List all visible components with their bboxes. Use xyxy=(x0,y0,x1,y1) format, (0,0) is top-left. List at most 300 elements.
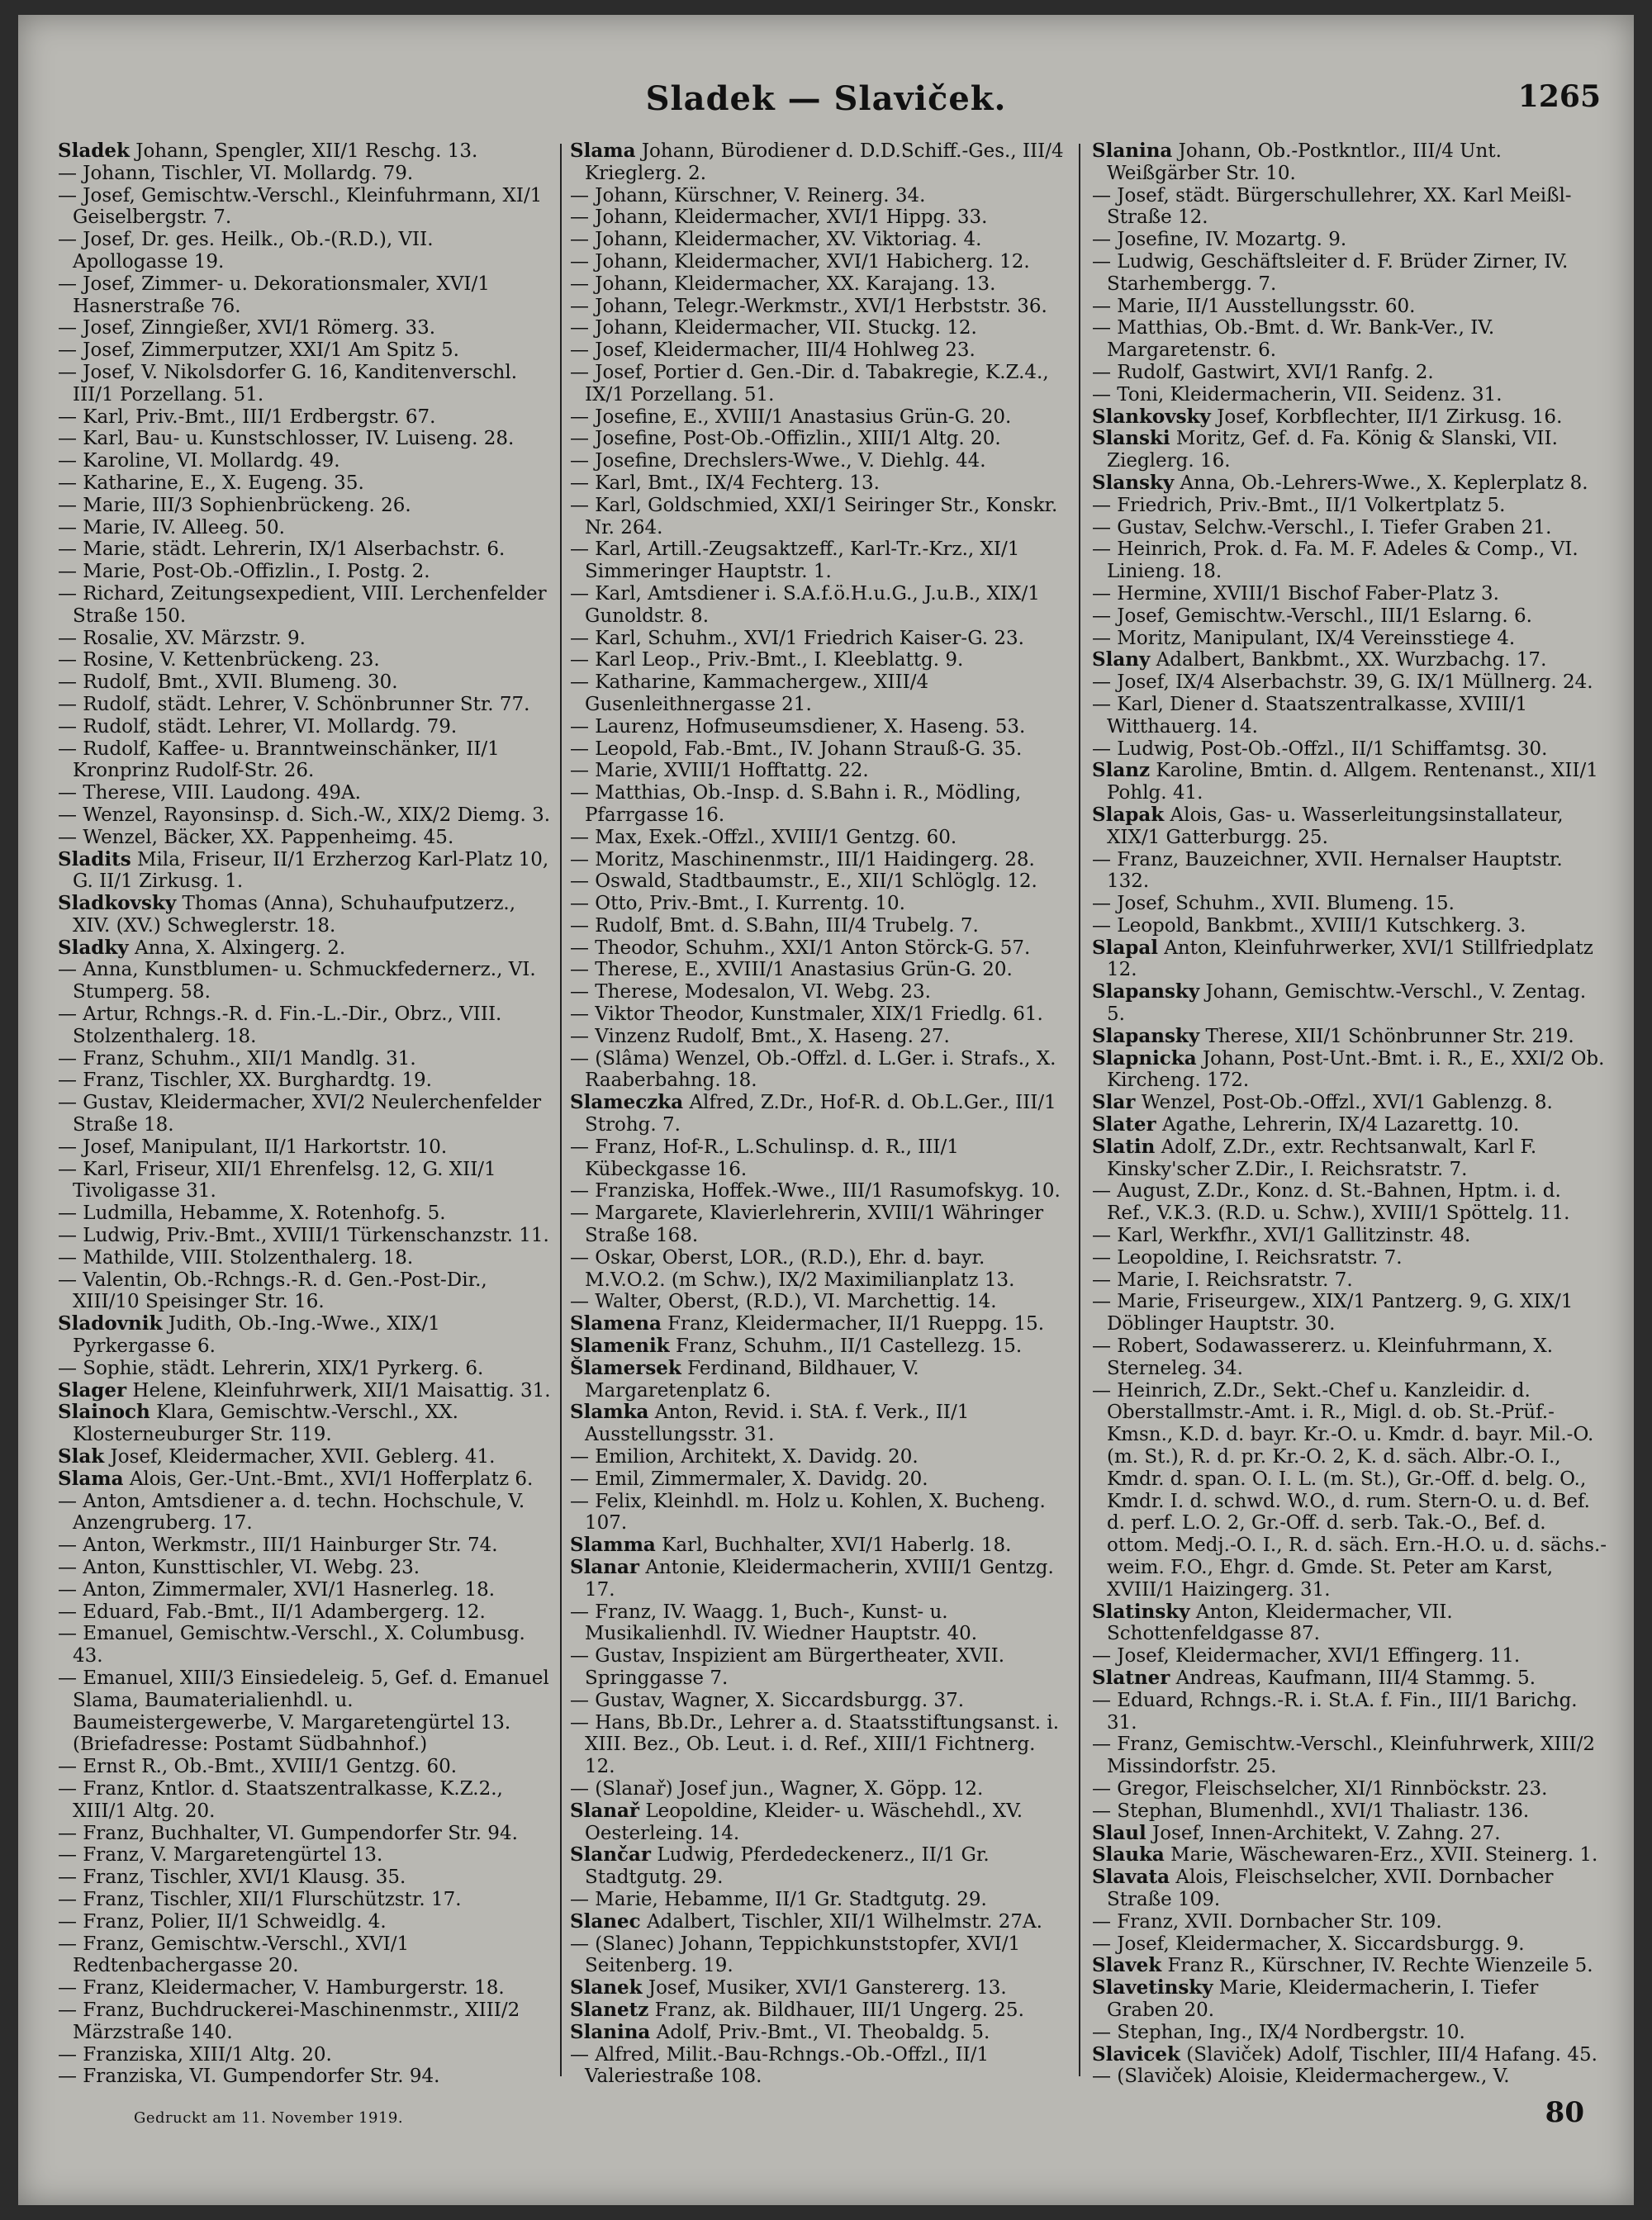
entry-details: — Franz, Tischler, XX. Burghardtg. 19. xyxy=(58,1070,432,1092)
page-title: Sladek — Slaviček. xyxy=(645,79,1007,118)
entry-surname: Slatin xyxy=(1092,1135,1156,1158)
directory-entry xyxy=(1092,538,1609,583)
directory-entry xyxy=(570,1092,1067,1136)
directory-entry xyxy=(58,140,552,163)
page-header xyxy=(18,79,1634,121)
directory-entry xyxy=(58,1003,552,1048)
directory-entry xyxy=(1092,2022,1609,2044)
directory-entry xyxy=(570,296,1067,318)
entry-details: Franz, Schuhm., II/1 Castellezg. 15. xyxy=(675,1335,1023,1358)
directory-entry xyxy=(570,185,1067,207)
entry-details: Adolf, Z.Dr., extr. Rechtsanwalt, Karl F. Kinsky'scher Z.Dir., I. Reichsratstr. 7. xyxy=(1107,1136,1537,1180)
entry-details: Franz, Kleidermacher, II/1 Rueppg. 15. xyxy=(667,1313,1045,1335)
directory-entry xyxy=(570,206,1067,229)
entry-details: — Josefine, Post-Ob.-Offizlin., XIII/1 Altg. 20. xyxy=(570,428,1001,450)
directory-entry xyxy=(570,1933,1067,1978)
directory-entry xyxy=(570,317,1067,339)
entry-surname: Slansky xyxy=(1092,471,1175,494)
entry-details: — Otto, Priv.-Bmt., I. Kurrentg. 10. xyxy=(570,893,905,915)
directory-entry xyxy=(58,1446,552,1468)
entry-surname: Slanz xyxy=(1092,759,1151,782)
entry-details: — Therese, Modesalon, VI. Webg. 23. xyxy=(570,981,931,1003)
entry-details: — Josef, Gemischtw.-Verschl., III/1 Eslarng. 6. xyxy=(1092,605,1532,627)
directory-entry xyxy=(570,738,1067,761)
directory-entry xyxy=(58,1225,552,1247)
entry-details: — Anton, Amtsdiener a. d. techn. Hochschule, V. Anzengruberg. 17. xyxy=(58,1490,525,1535)
entry-details xyxy=(570,2088,1027,2090)
entry-details: — Alfred, Milit.-Bau-Rchngs.-Ob.-Offzl., II/1 Valeriestraße 108. xyxy=(570,2043,990,2088)
directory-entry xyxy=(1092,317,1609,362)
entry-surname: Slamma xyxy=(570,1534,656,1557)
entry-details: — Josefine, Drechslers-Wwe., V. Diehlg. 44. xyxy=(570,450,986,472)
entry-details: Johann, Post-Unt.-Bmt. i. R., E., XXI/2 Ob. Kircheng. 172. xyxy=(1107,1047,1605,1092)
directory-entry xyxy=(1092,2044,1609,2066)
entry-details: Josef, Kleidermacher, XVII. Geblerg. 41. xyxy=(110,1446,496,1468)
entry-details: Helene, Kleinfuhrwerk, XII/1 Maisattig. 31. xyxy=(132,1379,551,1402)
directory-entry xyxy=(1092,1136,1609,1181)
directory-entry xyxy=(1092,583,1609,605)
entry-surname: Slančar xyxy=(570,1843,651,1867)
directory-entry xyxy=(570,1778,1067,1800)
entry-details: Mila, Friseur, II/1 Erzherzog Karl-Platz 10, G. II/1 Zirkusg. 1. xyxy=(73,848,549,893)
directory-entry xyxy=(1092,1734,1609,1778)
directory-entry xyxy=(1092,1667,1609,1690)
entry-details: — Friedrich, Priv.-Bmt., II/1 Volkertplatz 5. xyxy=(1092,494,1506,516)
directory-entry xyxy=(58,583,552,628)
directory-entry xyxy=(58,1778,552,1823)
entry-details: — Franz, Schuhm., XII/1 Mandlg. 31. xyxy=(58,1047,416,1070)
entry-details: Andreas, Kaufmann, III/4 Stammg. 5. xyxy=(1175,1667,1536,1689)
entry-details: — Marie, III/3 Sophienbrückeng. 26. xyxy=(58,494,411,516)
entry-details: — Josef, IX/4 Alserbachstr. 39, G. IX/1 Müllnerg. 24. xyxy=(1092,671,1593,694)
entry-details: — Anna, Kunstblumen- u. Schmuckfedernerz., VI. Stumperg. 58. xyxy=(58,959,536,1003)
entry-surname: Sladek xyxy=(58,140,130,162)
entry-details: — Johann, Kleidermacher, XVI/1 Hippg. 33. xyxy=(570,206,988,229)
directory-entry xyxy=(58,1070,552,1092)
entry-surname: Slapansky xyxy=(1092,1024,1200,1047)
directory-entry xyxy=(570,273,1067,296)
entry-details: — Wenzel, Bäcker, XX. Pappenheimg. 45. xyxy=(58,826,454,848)
entry-details: — Josef, Zinngießer, XVI/1 Römerg. 33. xyxy=(58,317,436,339)
entry-details: — Josef, Kleidermacher, III/4 Hohlweg 23. xyxy=(570,339,976,362)
directory-entry xyxy=(570,937,1067,960)
entry-surname: Sladovnik xyxy=(58,1312,163,1335)
entry-details: Moritz, Gef. d. Fa. König & Slanski, VII. Zieglerg. 16. xyxy=(1107,428,1558,472)
directory-entry xyxy=(58,1313,552,1358)
entry-surname: Slamena xyxy=(570,1312,662,1335)
entry-details: — Karl, Schuhm., XVI/1 Friedrich Kaiser-G. 23. xyxy=(570,627,1024,649)
entry-details: — Therese, VIII. Laudong. 49A. xyxy=(58,782,361,804)
entry-details: — Gustav, Selchw.-Verschl., I. Tiefer Graben 21. xyxy=(1092,516,1552,538)
directory-entry xyxy=(58,1579,552,1601)
entry-details: — Anton, Zimmermaler, XVI/1 Hasnerleg. 18. xyxy=(58,1578,496,1601)
directory-entry xyxy=(1092,428,1609,472)
entry-details: — Johann, Kleidermacher, XX. Karajang. 13. xyxy=(570,273,996,295)
entry-details: — Josef, Gemischtw.-Verschl., Kleinfuhrmann, XI/1 Geiselbergstr. 7. xyxy=(58,184,543,229)
entry-details: Agathe, Lehrerin, IX/4 Lazarettg. 10. xyxy=(1161,1114,1520,1136)
directory-entry xyxy=(1092,1690,1609,1734)
entry-surname: Slavek xyxy=(1092,1954,1162,1977)
entry-details: — Franziska, XIII/1 Altg. 20. xyxy=(58,2043,332,2066)
entry-details: — Josef, Dr. ges. Heilk., Ob.-(R.D.), VII. Apollogasse 19. xyxy=(58,229,434,273)
directory-entry xyxy=(58,738,552,783)
entry-details: — Stephan, Blumenhdl., XVI/1 Thaliastr. 136. xyxy=(1092,1800,1530,1822)
entry-details: Leopoldine, Kleider- u. Wäschehdl., XV. Oesterleing. 14. xyxy=(585,1800,1023,1844)
entry-details: — Artur, Rchngs.-R. d. Fin.-L.-Dir., Obrz., VIII. Stolzenthalerg. 18. xyxy=(58,1003,502,1047)
entry-details: — (Slaviček) Aloisie, Kleidermachergew., V. xyxy=(1092,2066,1510,2088)
entry-surname: Slanina xyxy=(1092,140,1173,162)
entry-surname: Slapnicka xyxy=(1092,1046,1197,1070)
entry-details: — Franz, Hof-R., L.Schulinsp. d. R., III/1 Kübeckgasse 16. xyxy=(570,1136,959,1180)
entry-surname: Slamka xyxy=(570,1401,649,1424)
directory-entry xyxy=(58,694,552,716)
directory-entry xyxy=(58,649,552,671)
entry-surname: Sladits xyxy=(58,847,131,870)
entry-details: — Josef, Zimmerputzer, XXI/1 Am Spitz 5. xyxy=(58,339,459,362)
entry-details: — Josefine, IV. Mozartg. 9. xyxy=(1092,229,1347,251)
entry-details: — Franz, Tischler, XVI/1 Klausg. 35. xyxy=(58,1867,406,1889)
entry-details: — Laurenz, Hofmuseumsdiener, X. Haseng. 53. xyxy=(570,715,1026,738)
entry-details: — Rosalie, XV. Märzstr. 9. xyxy=(58,627,306,649)
directory-entry xyxy=(570,782,1067,827)
directory-entry xyxy=(58,1601,552,1624)
directory-entry xyxy=(1092,472,1609,495)
entry-details: Josef, Korbflechter, II/1 Zirkusg. 16. xyxy=(1217,406,1563,428)
entry-details: (Slaviček) Adolf, Tischler, III/4 Hafang. 45. xyxy=(1186,2043,1597,2066)
directory-entry xyxy=(58,495,552,517)
entry-details: — Rudolf, städt. Lehrer, VI. Mollardg. 79. xyxy=(58,715,458,738)
directory-entry xyxy=(570,649,1067,671)
directory-entry xyxy=(1092,1601,1609,1646)
directory-entry xyxy=(58,1889,552,1911)
directory-entry xyxy=(58,317,552,339)
directory-entry xyxy=(570,251,1067,273)
entry-details: — Karl, Goldschmied, XXI/1 Seiringer Str., Konskr. Nr. 264. xyxy=(570,494,1058,538)
entry-details: Alois, Ger.-Unt.-Bmt., XVI/1 Hofferplatz 6. xyxy=(129,1468,534,1490)
directory-entry xyxy=(570,870,1067,893)
column-middle xyxy=(570,140,1067,2090)
directory-entry xyxy=(1092,1867,1609,1911)
directory-entry xyxy=(1092,1778,1609,1800)
entry-details: — Franz, IV. Waagg. 1, Buch-, Kunst- u. Musikalienhdl. IV. Wiedner Hauptstr. 40. xyxy=(570,1601,978,1645)
directory-entry xyxy=(1092,1048,1609,1093)
entry-details: — Josef, städt. Bürgerschullehrer, XX. Karl Meißl-Straße 12. xyxy=(1092,184,1572,229)
directory-entry xyxy=(58,1358,552,1380)
directory-entry xyxy=(1092,760,1609,804)
entry-details: — Gustav, Kleidermacher, XVI/2 Neulerchenfelder Straße 18. xyxy=(58,1092,542,1136)
entry-details: — Moritz, Maschinenmstr., III/1 Haidingerg. 28. xyxy=(570,848,1035,870)
directory-entry xyxy=(570,1468,1067,1491)
directory-entry xyxy=(58,1048,552,1070)
directory-entry xyxy=(1092,1335,1609,1380)
entry-details: — Sophie, städt. Lehrerin, XIX/1 Pyrkerg. 6. xyxy=(58,1357,484,1379)
directory-entry xyxy=(570,2022,1067,2044)
entry-details: — Franz, Gemischtw.-Verschl., XVI/1 Redtenbachergasse 20. xyxy=(58,1933,410,1977)
entry-details: Franz R., Kürschner, IV. Rechte Wienzeile 5. xyxy=(1167,1955,1593,1977)
entry-details: — Karl, Bau- u. Kunstschlosser, IV. Luiseng. 28. xyxy=(58,428,515,450)
entry-details: Josef, Musiker, XVI/1 Ganstererg. 13. xyxy=(648,1977,1007,1999)
print-date: Gedruckt am 11. November 1919. xyxy=(134,2109,404,2127)
directory-entry xyxy=(1092,1114,1609,1136)
entry-details: — Valentin, Ob.-Rchngs.-R. d. Gen.-Post-Dir., XIII/10 Speisinger Str. 16. xyxy=(58,1269,487,1313)
entry-details: — Richard, Zeitungsexpedient, VIII. Lerchenfelder Straße 150. xyxy=(58,582,547,627)
entry-surname: Slanar xyxy=(570,1556,639,1578)
entry-surname: Sladky xyxy=(58,936,129,959)
entry-details: — Marie, Post-Ob.-Offizlin., I. Postg. 2. xyxy=(58,561,430,583)
entry-details: — Johann, Kleidermacher, XV. Viktoriag. 4. xyxy=(570,229,982,251)
directory-entry xyxy=(570,362,1067,406)
directory-entry xyxy=(570,1048,1067,1093)
directory-entry xyxy=(570,1601,1067,1646)
entry-details: — Heinrich, Z.Dr., Sekt.-Chef u. Kanzleidir. d. Oberstallmstr.-Amt. i. R., Migl. d. ob. St.-Prüf.-Kmsn., K.D. d. bayr. Kr.-O. u. Kmdr. d. bayr. Mil.-O. (m. St.), R. d. pr. Kr.-O. 2, K. d. säch. Albr.-O. I., Kmdr. d. span. O. I. L. (m. St.), Gr.-Off. d. belg. O., Kmdr. I. d. schwd. W.O., d. rum. Stern-O. u. d. Bef. d. perf. L.O. 2, Gr.-Off. d. serb. Tak.-O., Bef. d. ottom. Medj.-O. I., R. d. säch. Ern.-H.O. u. d. sächs.-weim. F.O., Ehgr. d. Gmde. St. Peter am Karst, XVIII/1 Haizingerg. 31. xyxy=(1092,1379,1607,1601)
entry-surname: Slager xyxy=(58,1378,127,1402)
entry-details: — Walter, Oberst, (R.D.), VI. Marchettig. 14. xyxy=(570,1291,997,1313)
directory-entry xyxy=(1092,1933,1609,1956)
entry-details: — Ludmilla, Hebamme, X. Rotenhofg. 5. xyxy=(58,1202,446,1225)
entry-details: — Franziska, Hoffek.-Wwe., III/1 Rasumofskyg. 10. xyxy=(570,1180,1061,1202)
entry-details: — Franz, Buchhalter, VI. Gumpendorfer Str. 94. xyxy=(58,1822,518,1844)
entry-details: Alois, Gas- u. Wasserleitungsinstallateur, XIX/1 Gatterburgg. 25. xyxy=(1107,804,1564,848)
entry-details: — Franz, Bauzeichner, XVII. Hernalser Hauptstr. 132. xyxy=(1092,848,1563,893)
directory-entry xyxy=(570,428,1067,450)
directory-entry xyxy=(58,1491,552,1535)
entry-details: — Karl, Artill.-Zeugsaktzeff., Karl-Tr.-Krz., XI/1 Simmeringer Hauptstr. 1. xyxy=(570,538,1020,583)
directory-entry xyxy=(1092,251,1609,296)
directory-entry xyxy=(1092,1955,1609,1977)
entry-details: — Moritz, Manipulant, IX/4 Vereinsstiege 4. xyxy=(1092,627,1516,649)
directory-entry xyxy=(570,1690,1067,1712)
directory-entry xyxy=(58,1557,552,1579)
entry-details: — Johann, Kleidermacher, VII. Stuckg. 12. xyxy=(570,317,977,339)
entry-details: — Eduard, Rchngs.-R. i. St.A. f. Fin., III/1 Barichg. 31. xyxy=(1092,1689,1578,1734)
directory-entry xyxy=(570,1446,1067,1468)
entry-details: — Emanuel, Gemischtw.-Verschl., X. Columbusg. 43. xyxy=(58,1623,525,1667)
entry-details: — Marie, II/1 Ausstellungsstr. 60. xyxy=(1092,295,1416,317)
directory-entry xyxy=(570,671,1067,716)
directory-entry xyxy=(570,716,1067,738)
entry-details: — Karl, Bmt., IX/4 Fechterg. 13. xyxy=(570,472,880,494)
directory-entry xyxy=(570,1999,1067,2022)
directory-entry xyxy=(570,849,1067,871)
entry-surname: Slanina xyxy=(570,2020,651,2043)
directory-entry xyxy=(570,1291,1067,1313)
entry-details: — Toni, Kleidermacherin, VII. Seidenz. 31. xyxy=(1092,383,1502,406)
column-divider xyxy=(560,144,562,2076)
entry-details: — Max, Exek.-Offzl., XVIII/1 Gentzg. 60. xyxy=(570,826,957,848)
entry-surname: Slavetinsky xyxy=(1092,1976,1213,1999)
directory-entry xyxy=(1092,140,1609,185)
directory-entry xyxy=(58,1269,552,1314)
directory-entry xyxy=(1092,1269,1609,1292)
entry-details: — Hans, Bb.Dr., Lehrer a. d. Staatsstiftungsanst. i. XIII. Bez., Ob. Leut. i. d. Ref., XIII/1 Fichtnerg. 12. xyxy=(570,1711,1060,1778)
directory-entry xyxy=(570,1003,1067,1026)
entry-details: — Marie, Hebamme, II/1 Gr. Stadtgutg. 29. xyxy=(570,1888,987,1910)
entry-details: Karoline, Bmtin. d. Allgem. Rentenanst., XII/1 Pohlg. 41. xyxy=(1107,760,1598,804)
entry-details: — Rosine, V. Kettenbrückeng. 23. xyxy=(58,649,380,671)
directory-entry xyxy=(570,472,1067,495)
entry-details: Adalbert, Bankbmt., XX. Wurzbachg. 17. xyxy=(1156,649,1547,671)
entry-details: — Josef, Kleidermacher, X. Siccardsburgg. 9. xyxy=(1092,1933,1525,1955)
directory-entry xyxy=(570,893,1067,915)
directory-entry xyxy=(570,1247,1067,1292)
entry-details: — Gustav, Inspizient am Bürgertheater, XVII. Springgasse 7. xyxy=(570,1645,1005,1689)
directory-entry xyxy=(570,2044,1067,2089)
entry-details: — Franz, Gemischtw.-Verschl., Kleinfuhrwerk, XIII/2 Missindorfstr. 25. xyxy=(1092,1734,1595,1778)
entry-details: — Viktor Theodor, Kunstmaler, XIX/1 Friedlg. 61. xyxy=(570,1003,1043,1026)
entry-surname: Slamenik xyxy=(570,1335,670,1358)
entry-details: — Josef, Kleidermacher, XVI/1 Effingerg. 11. xyxy=(1092,1645,1521,1667)
directory-entry xyxy=(58,1092,552,1136)
directory-entry xyxy=(1092,362,1609,384)
directory-entry xyxy=(58,1977,552,1999)
entry-details: — Josef, V. Nikolsdorfer G. 16, Kanditenverschl. III/1 Porzellang. 51. xyxy=(58,361,518,406)
entry-details: — (Slâma) Wenzel, Ob.-Offzl. d. L.Ger. i. Strafs., X. Raaberbahng. 18. xyxy=(570,1047,1056,1092)
directory-entry xyxy=(1092,1911,1609,1933)
entry-details xyxy=(58,2088,516,2090)
entry-details: — Emilion, Architekt, X. Davidg. 20. xyxy=(570,1446,919,1468)
entry-details: — Franz, XVII. Dornbacher Str. 109. xyxy=(1092,1910,1442,1933)
directory-entry xyxy=(1092,1291,1609,1335)
entry-surname: Slater xyxy=(1092,1113,1156,1136)
entry-details: — Gregor, Fleischselcher, XI/1 Rinnböckstr. 23. xyxy=(1092,1777,1548,1800)
entry-details: — Franz, Buchdruckerei-Maschinenmstr., XIII/2 Märzstraße 140. xyxy=(58,1999,520,2043)
entry-details: — Therese, E., XVIII/1 Anastasius Grün-G. 20. xyxy=(570,959,1013,981)
entry-details: — Ernst R., Ob.-Bmt., XVIII/1 Gentzg. 60. xyxy=(58,1756,458,1778)
directory-entry xyxy=(58,1999,552,2044)
directory-entry xyxy=(58,1844,552,1867)
directory-entry xyxy=(58,959,552,1003)
directory-entry xyxy=(58,538,552,561)
entry-details: — Leopoldine, I. Reichsratstr. 7. xyxy=(1092,1246,1403,1269)
directory-entry xyxy=(570,1313,1067,1335)
directory-entry xyxy=(1092,1380,1609,1601)
directory-entry xyxy=(1092,671,1609,694)
entry-details: Johann, Spengler, XII/1 Reschg. 13. xyxy=(135,140,478,162)
directory-entry xyxy=(1092,185,1609,230)
directory-entry xyxy=(58,1247,552,1269)
entry-details: — Heinrich, Prok. d. Fa. M. F. Adeles & Comp., VI. Linieng. 18. xyxy=(1092,538,1578,583)
directory-entry xyxy=(570,406,1067,429)
entry-details: Adalbert, Tischler, XII/1 Wilhelmstr. 27A. xyxy=(646,1910,1042,1933)
directory-entry xyxy=(570,1202,1067,1247)
directory-entry xyxy=(1092,849,1609,894)
entry-details: — Franz, Tischler, XII/1 Flurschützstr. 17. xyxy=(58,1888,462,1910)
directory-entry xyxy=(570,1889,1067,1911)
entry-details: — Katharine, Kammachergew., XIII/4 Gusenleithnergasse 21. xyxy=(570,671,929,715)
directory-entry xyxy=(570,583,1067,628)
entry-details: — Karl, Diener d. Staatszentralkasse, XVIII/1 Witthauerg. 14. xyxy=(1092,693,1528,738)
entry-details: — Josef, Portier d. Gen.-Dir. d. Tabakregie, K.Z.4., IX/1 Porzellang. 51. xyxy=(570,361,1049,406)
directory-entry xyxy=(1092,605,1609,628)
directory-entry xyxy=(1092,1092,1609,1114)
entry-details: Adolf, Priv.-Bmt., VI. Theobaldg. 5. xyxy=(656,2021,990,2043)
entry-details: — Vinzenz Rudolf, Bmt., X. Haseng. 27. xyxy=(570,1025,950,1047)
entry-details: — Marie, Friseurgew., XIX/1 Pantzerg. 9, G. XIX/1 Döblinger Hauptstr. 30. xyxy=(1092,1291,1574,1335)
directory-entry xyxy=(1092,893,1609,915)
directory-entry xyxy=(1092,1180,1609,1225)
entry-surname: Slapal xyxy=(1092,936,1158,959)
entry-details: Franz, ak. Bildhauer, III/1 Ungerg. 25. xyxy=(654,1999,1024,2021)
entry-surname: Slak xyxy=(58,1445,105,1468)
entry-details: — Oswald, Stadtbaumstr., E., XII/1 Schlöglg. 12. xyxy=(570,870,1037,893)
entry-details: — Matthias, Ob.-Insp. d. S.Bahn i. R., Mödling, Pfarrgasse 16. xyxy=(570,782,1022,826)
entry-details: — Anton, Kunsttischler, VI. Webg. 23. xyxy=(58,1557,420,1578)
directory-entry xyxy=(58,804,552,827)
directory-entry xyxy=(1092,384,1609,406)
entry-details: — Marie, städt. Lehrerin, IX/1 Alserbachstr. 6. xyxy=(58,538,506,561)
directory-entry xyxy=(58,671,552,694)
directory-entry xyxy=(58,406,552,429)
directory-entry xyxy=(58,1535,552,1557)
entry-surname: Slatinsky xyxy=(1092,1600,1190,1623)
entry-details: — Rudolf, Bmt., XVII. Blumeng. 30. xyxy=(58,671,398,694)
directory-entry xyxy=(570,1180,1067,1202)
directory-entry xyxy=(1092,1645,1609,1667)
entry-details: — (Slanec) Johann, Teppichkunststopfer, XVI/1 Seitenberg. 19. xyxy=(570,1933,1021,1977)
entry-surname: Slanec xyxy=(570,1909,641,1933)
entry-details: Therese, XII/1 Schönbrunner Str. 219. xyxy=(1205,1025,1574,1047)
directory-entry xyxy=(570,140,1067,185)
directory-entry xyxy=(1092,1977,1609,2022)
directory-entry xyxy=(570,1358,1067,1402)
entry-details: — (Slanař) Josef jun., Wagner, X. Göpp. 12. xyxy=(570,1777,984,1800)
entry-details: — Rudolf, städt. Lehrer, V. Schönbrunner Str. 77. xyxy=(58,693,530,715)
entry-details: — Leopold, Fab.-Bmt., IV. Johann Strauß-G. 35. xyxy=(570,738,1023,760)
directory-entry xyxy=(58,2066,552,2088)
entry-details: — Josef, Zimmer- u. Dekorationsmaler, XVI/1 Hasnerstraße 76. xyxy=(58,273,490,317)
directory-entry xyxy=(58,185,552,230)
entry-details: Johann, Ob.-Postkntlor., III/4 Unt. Weißgärber Str. 10. xyxy=(1107,140,1502,184)
entry-details: — Wenzel, Rayonsinsp. d. Sich.-W., XIX/2 Diemg. 3. xyxy=(58,804,551,826)
entry-details: — Rudolf, Bmt. d. S.Bahn, III/4 Trubelg. 7. xyxy=(570,914,979,937)
directory-entry xyxy=(570,1557,1067,1601)
directory-entry xyxy=(1092,517,1609,539)
directory-entry xyxy=(570,981,1067,1003)
entry-surname: Slauka xyxy=(1092,1843,1165,1867)
entry-details: Judith, Ob.-Ing.-Wwe., XIX/1 Pyrkergasse 6. xyxy=(73,1313,440,1358)
entry-details: — Stephan, Ing., IX/4 Nordbergstr. 10. xyxy=(1092,2021,1465,2043)
directory-entry xyxy=(58,937,552,960)
entry-details: Wenzel, Post-Ob.-Offzl., XVI/1 Gablenzg. 8. xyxy=(1141,1092,1553,1114)
entry-details: — Johann, Kleidermacher, XVI/1 Habicherg. 12. xyxy=(570,250,1030,273)
directory-entry xyxy=(58,339,552,362)
directory-entry xyxy=(1092,2066,1609,2090)
entry-details: — Emanuel, XIII/3 Einsiedeleig. 5, Gef. d. Emanuel Slama, Baumaterialienhdl. u. Baumeistergewerbe, V. Margaretengürtel 13. (Briefadresse: Postamt Südbahnhof.) xyxy=(58,1667,549,1756)
entry-details: Karl, Buchhalter, XVI/1 Haberlg. 18. xyxy=(662,1535,1012,1557)
directory-entry xyxy=(1092,1800,1609,1823)
entry-surname: Slameczka xyxy=(570,1091,684,1114)
directory-entry xyxy=(570,760,1067,782)
directory-entry xyxy=(58,1402,552,1446)
entry-details: — Josef, Schuhm., XVII. Blumeng. 15. xyxy=(1092,893,1455,915)
entry-details: — Felix, Kleinhdl. m. Holz u. Kohlen, X. Bucheng. 107. xyxy=(570,1490,1046,1535)
directory-entry xyxy=(570,450,1067,472)
entry-details: — Margarete, Klavierlehrerin, XVIII/1 Währinger Straße 168. xyxy=(570,1202,1044,1247)
entry-details: — Eduard, Fab.-Bmt., II/1 Adambergerg. 12. xyxy=(58,1601,486,1623)
directory-entry xyxy=(58,1667,552,1756)
entry-surname: Slanek xyxy=(570,1976,643,1999)
entry-details: Anton, Revid. i. StA. f. Verk., II/1 Ausstellungsstr. 31. xyxy=(585,1402,970,1446)
directory-entry xyxy=(570,1800,1067,1845)
directory-entry xyxy=(58,2044,552,2066)
page-number: 1265 xyxy=(1517,79,1601,114)
directory-entry xyxy=(58,1933,552,1978)
entry-details: — Franz, Kntlor. d. Staatszentralkasse, K.Z.2., XIII/1 Altg. 20. xyxy=(58,1777,503,1822)
entry-details: — Ludwig, Priv.-Bmt., XVIII/1 Türkenschanzstr. 11. xyxy=(58,1225,549,1247)
entry-details: — Rudolf, Kaffee- u. Branntweinschänker, II/1 Kronprinz Rudolf-Str. 26. xyxy=(58,738,500,782)
entry-details: — Marie, IV. Alleeg. 50. xyxy=(58,516,285,538)
directory-entry xyxy=(1092,229,1609,251)
